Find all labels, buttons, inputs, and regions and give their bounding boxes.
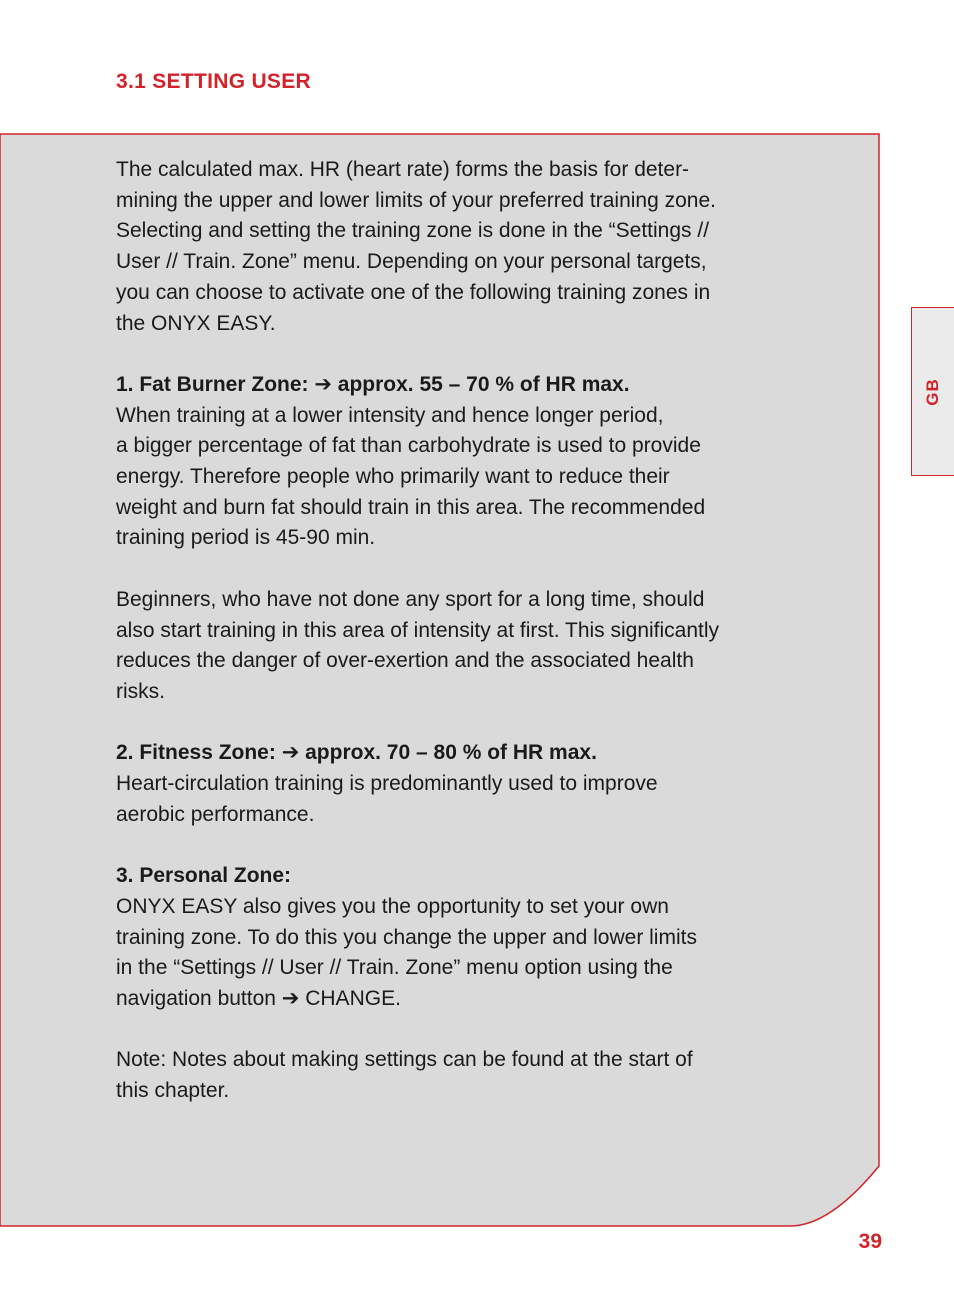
fitness-zone-heading: 2. Fitness Zone: ➔ approx. 70 – 80 % of HR max.	[116, 741, 597, 765]
language-tab	[911, 307, 954, 476]
text-line: Heart-circulation training is predominantly used to improve	[116, 772, 658, 796]
text-line: you can choose to activate one of the following training zones in	[116, 280, 711, 304]
fat-burner-zone-heading: 1. Fat Burner Zone: ➔ approx. 55 – 70 % of HR max.	[116, 372, 630, 396]
text-line: ONYX EASY also gives you the opportunity to set your own	[116, 894, 669, 918]
text-line: training period is 45-90 min.	[116, 526, 376, 550]
fitness-zone-section	[116, 738, 836, 830]
text-line: navigation button ➔ CHANGE.	[116, 986, 401, 1010]
text-line: Selecting and setting the training zone is done in the “Settings //	[116, 219, 710, 243]
text-line: weight and burn fat should train in this area. The recommended	[116, 495, 706, 519]
text-line: in the “Settings // User // Train. Zone” menu option using the	[116, 956, 673, 980]
personal-zone-section	[116, 861, 836, 1015]
page-number: 39	[858, 1230, 882, 1253]
text-line: energy. Therefore people who primarily want to reduce their	[116, 465, 670, 489]
text-line: When training at a lower intensity and hence longer period,	[116, 403, 664, 427]
text-line: this chapter.	[116, 1079, 230, 1103]
intro-paragraph	[116, 155, 836, 339]
text-line: Beginners, who have not done any sport for a long time, should	[116, 587, 705, 611]
beginners-paragraph	[116, 585, 836, 708]
text-line: a bigger percentage of fat than carbohydrate is used to provide	[116, 434, 701, 458]
text-line: User // Train. Zone” menu. Depending on your personal targets,	[116, 250, 707, 274]
language-tab-label: GB	[923, 377, 942, 406]
section-title: 3.1 SETTING USER	[116, 70, 312, 93]
text-line: The calculated max. HR (heart rate) forms the basis for deter-	[116, 158, 690, 181]
note-paragraph	[116, 1045, 836, 1106]
fat-burner-zone-section	[116, 370, 836, 554]
text-line: the ONYX EASY.	[116, 311, 276, 335]
text-line: training zone. To do this you change the upper and lower limits	[116, 925, 697, 949]
body-text	[116, 155, 836, 1107]
text-line: also start training in this area of intensity at first. This significantly	[116, 618, 720, 642]
text-line: aerobic performance.	[116, 802, 315, 826]
text-line: risks.	[116, 679, 165, 703]
text-line: mining the upper and lower limits of your preferred training zone.	[116, 188, 716, 212]
personal-zone-heading: 3. Personal Zone:	[116, 864, 292, 888]
text-line: reduces the danger of over-exertion and the associated health	[116, 649, 694, 673]
text-line: Note: Notes about making settings can be found at the start of	[116, 1048, 693, 1072]
